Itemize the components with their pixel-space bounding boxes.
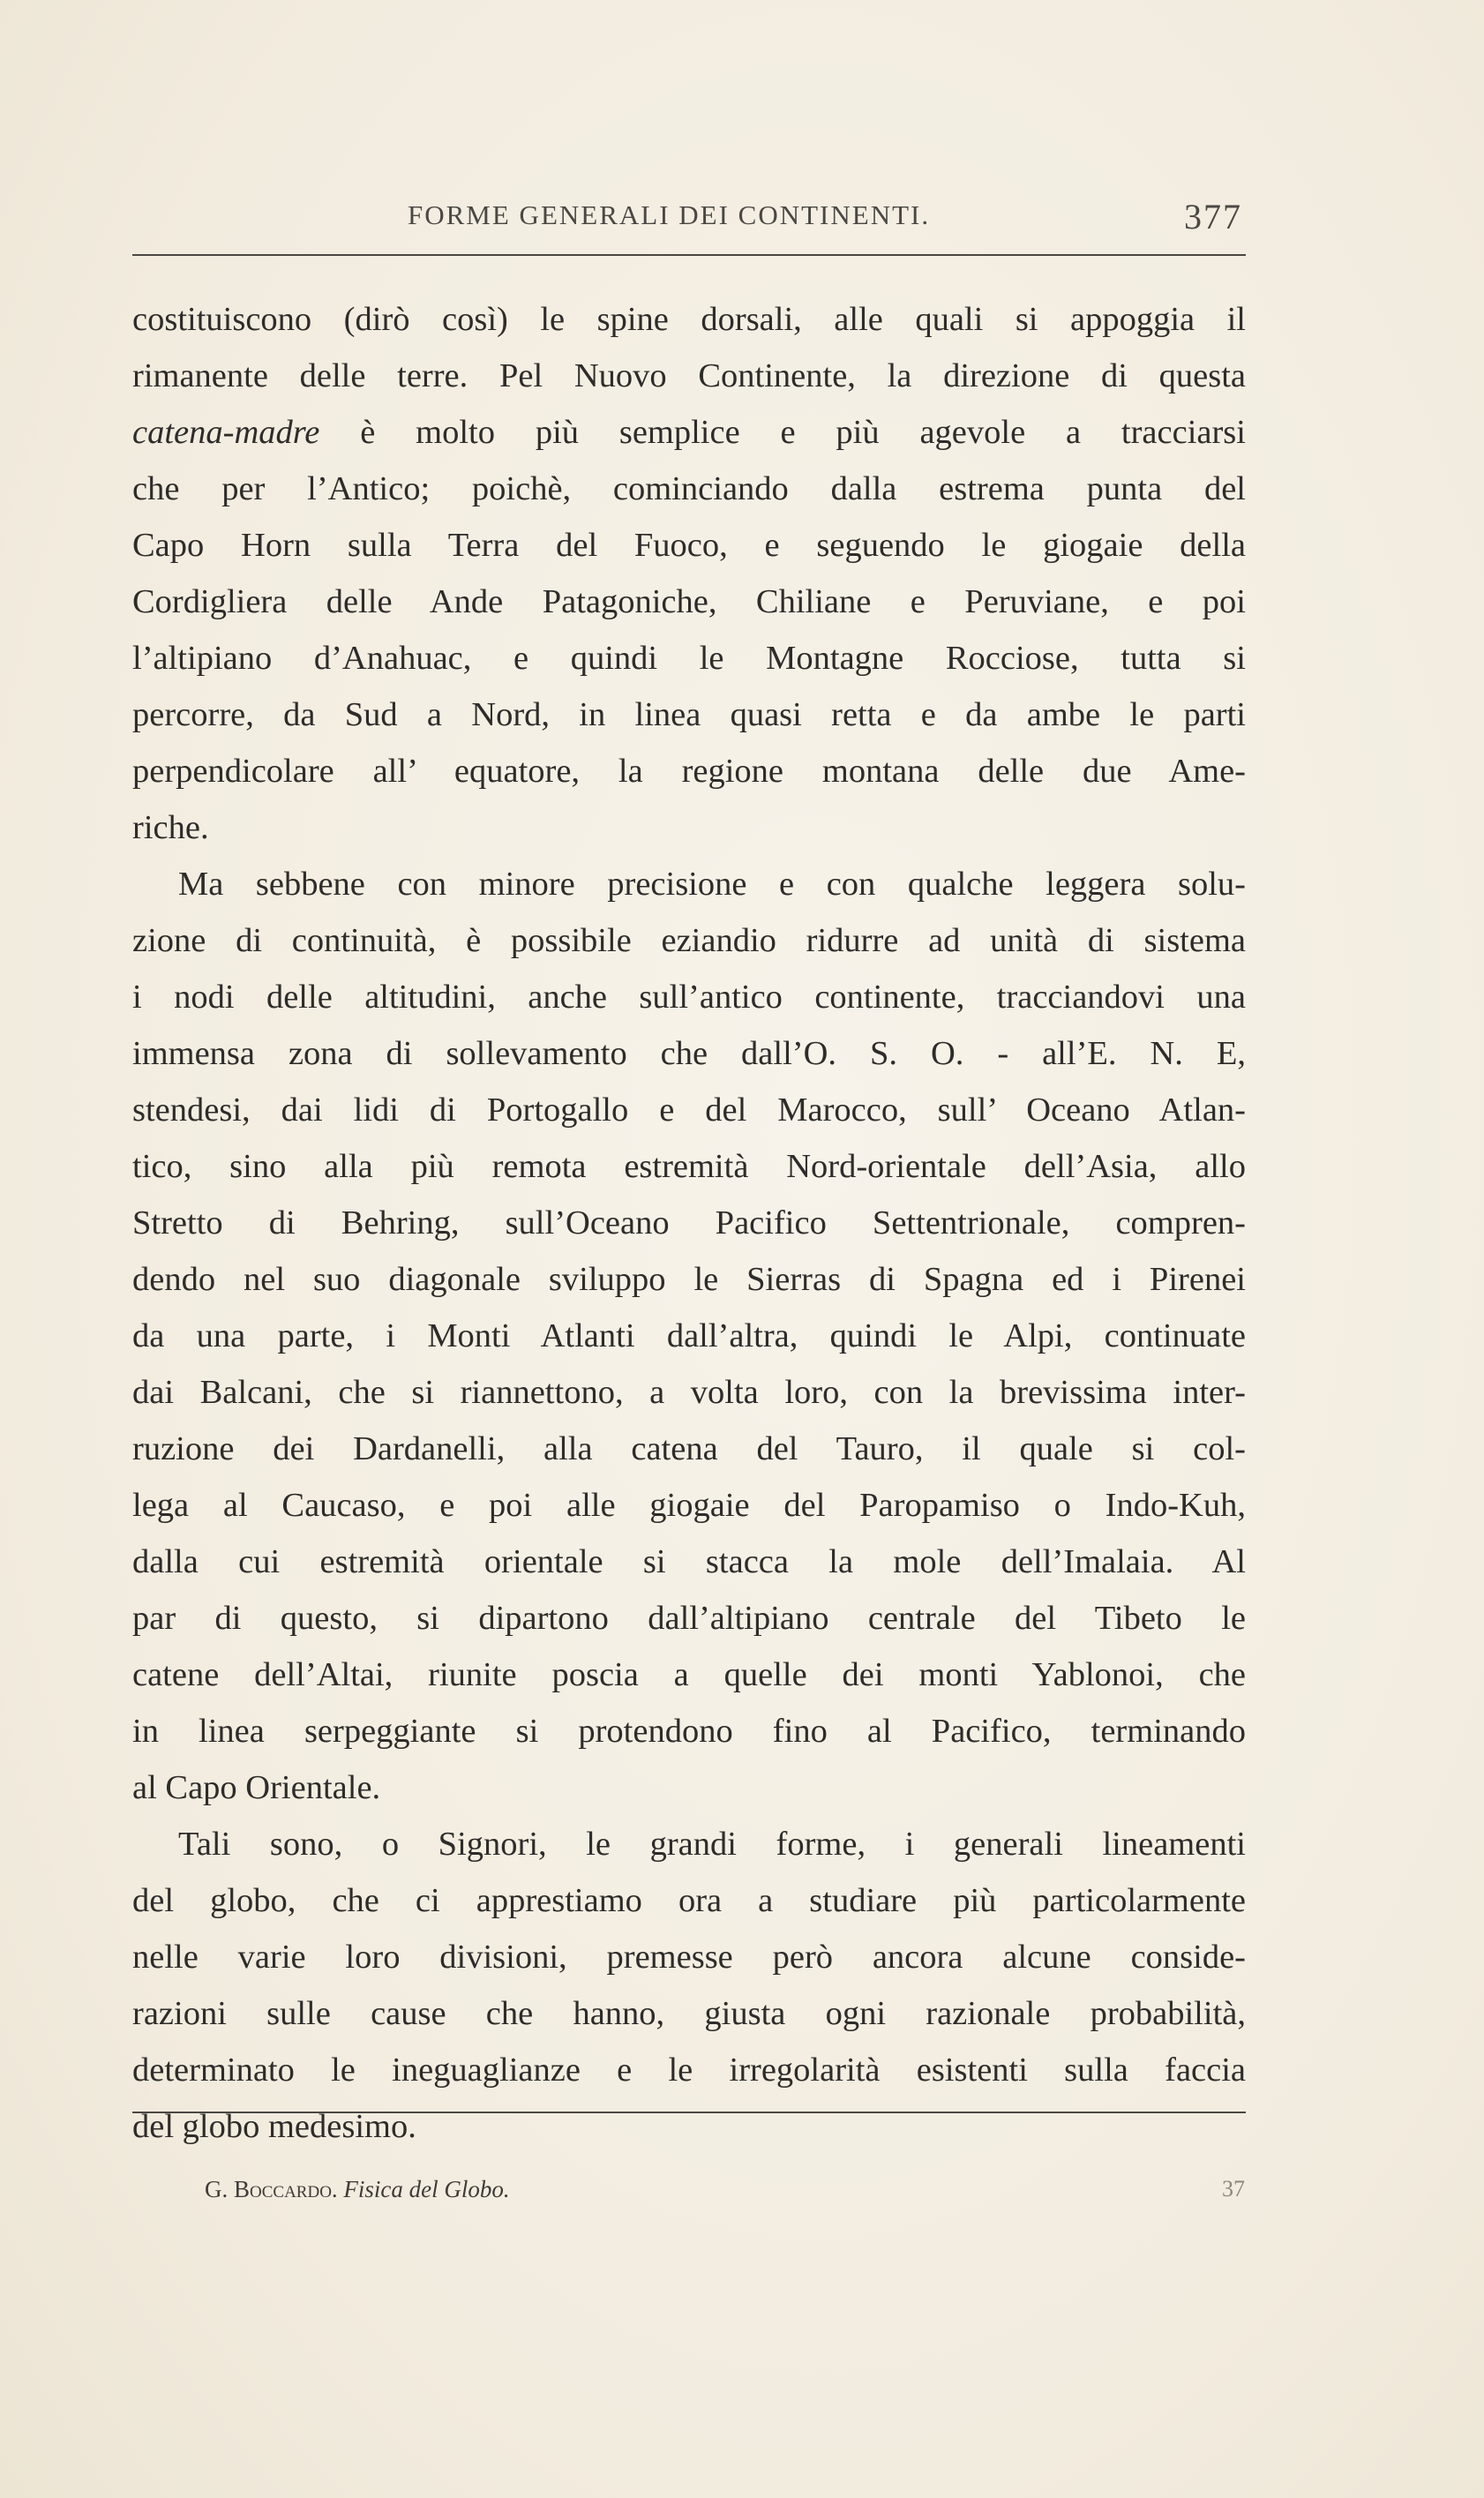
text-line: dalla cui estremità orientale si stacca la mole dell’Imalaia. Al: [132, 1543, 1246, 1580]
page-number: 377: [1184, 197, 1242, 236]
text-line: stendesi, dai lidi di Portogallo e del Marocco, sull’ Oceano Atlan-: [132, 1091, 1246, 1129]
text-line: in linea serpeggiante si protendono fino al Pacifico, terminando: [132, 1713, 1246, 1750]
body-text: [132, 291, 1246, 2155]
text-line: Stretto di Behring, sull’Oceano Pacifico Settentrionale, compren-: [132, 1204, 1246, 1241]
text-line: tico, sino alla più remota estremità Nord-orientale dell’Asia, allo: [132, 1148, 1246, 1185]
text-line: catene dell’Altai, riunite poscia a quelle dei monti Yablonoi, che: [132, 1656, 1246, 1693]
text-line: percorre, da Sud a Nord, in linea quasi retta e da ambe le parti: [132, 696, 1246, 733]
text-line: nelle varie loro divisioni, premesse però ancora alcune conside-: [132, 1939, 1246, 1976]
text-line: che per l’Antico; poichè, cominciando dalla estrema punta del: [132, 470, 1246, 507]
running-head: [132, 196, 1242, 240]
footer-rule: [132, 2112, 1246, 2113]
text-line: i nodi delle altitudini, anche sull’antico continente, tracciandovi una: [132, 979, 1246, 1016]
header-rule: [132, 254, 1246, 256]
text-line: determinato le ineguaglianze e le irregolarità esistenti sulla faccia: [132, 2052, 1246, 2089]
text-line: Tali sono, o Signori, le grandi forme, i generali lineamenti: [178, 1826, 1246, 1863]
text-line: perpendicolare all’ equatore, la regione montana delle due Ame-: [132, 753, 1246, 790]
text-line: Ma sebbene con minore precisione e con qualche leggera solu-: [178, 866, 1246, 903]
text-line: l’altipiano d’Anahuac, e quindi le Montagne Rocciose, tutta si: [132, 640, 1246, 677]
work-title: Fisica del Globo.: [343, 2176, 510, 2202]
text-line: dai Balcani, che si riannettono, a volta loro, con la brevissima inter-: [132, 1374, 1246, 1411]
text-line: del globo medesimo.: [132, 2108, 416, 2145]
running-title: FORME GENERALI DEI CONTINENTI.: [408, 199, 931, 230]
signature-mark: 37: [1222, 2176, 1245, 2202]
text-line: al Capo Orientale.: [132, 1769, 381, 1806]
italic-term: catena-madre: [132, 414, 320, 451]
text-line: par di questo, si dipartono dall’altipiano centrale del Tibeto le: [132, 1600, 1246, 1637]
text-line: del globo, che ci apprestiamo ora a studiare più particolarmente: [132, 1882, 1246, 1919]
text-line: Capo Horn sulla Terra del Fuoco, e seguendo le giogaie della: [132, 527, 1246, 564]
text-fragment: è molto più semplice e più agevole a tracciarsi: [319, 414, 1246, 451]
text-line: Cordigliera delle Ande Patagoniche, Chiliane e Peruviane, e poi: [132, 583, 1246, 620]
text-line: rimanente delle terre. Pel Nuovo Continente, la direzione di questa: [132, 357, 1246, 394]
text-line: immensa zona di sollevamento che dall’O. S. O. - all’E. N. E,: [132, 1035, 1246, 1072]
signature-line: [205, 2176, 510, 2203]
text-line: [132, 404, 1246, 461]
text-line: dendo nel suo diagonale sviluppo le Sierras di Spagna ed i Pirenei: [132, 1261, 1246, 1298]
text-line: da una parte, i Monti Atlanti dall’altra, quindi le Alpi, continuate: [132, 1317, 1246, 1354]
author-name: G. Boccardo.: [205, 2176, 338, 2202]
text-line: ruzione dei Dardanelli, alla catena del Tauro, il quale si col-: [132, 1430, 1246, 1467]
text-line: zione di continuità, è possibile eziandio ridurre ad unità di sistema: [132, 922, 1246, 959]
text-line: razioni sulle cause che hanno, giusta ogni razionale probabilità,: [132, 1995, 1246, 2032]
text-line: riche.: [132, 809, 209, 846]
text-line: lega al Caucaso, e poi alle giogaie del Paropamiso o Indo-Kuh,: [132, 1487, 1246, 1524]
text-line: costituiscono (dirò così) le spine dorsali, alle quali si appoggia il: [132, 301, 1246, 338]
